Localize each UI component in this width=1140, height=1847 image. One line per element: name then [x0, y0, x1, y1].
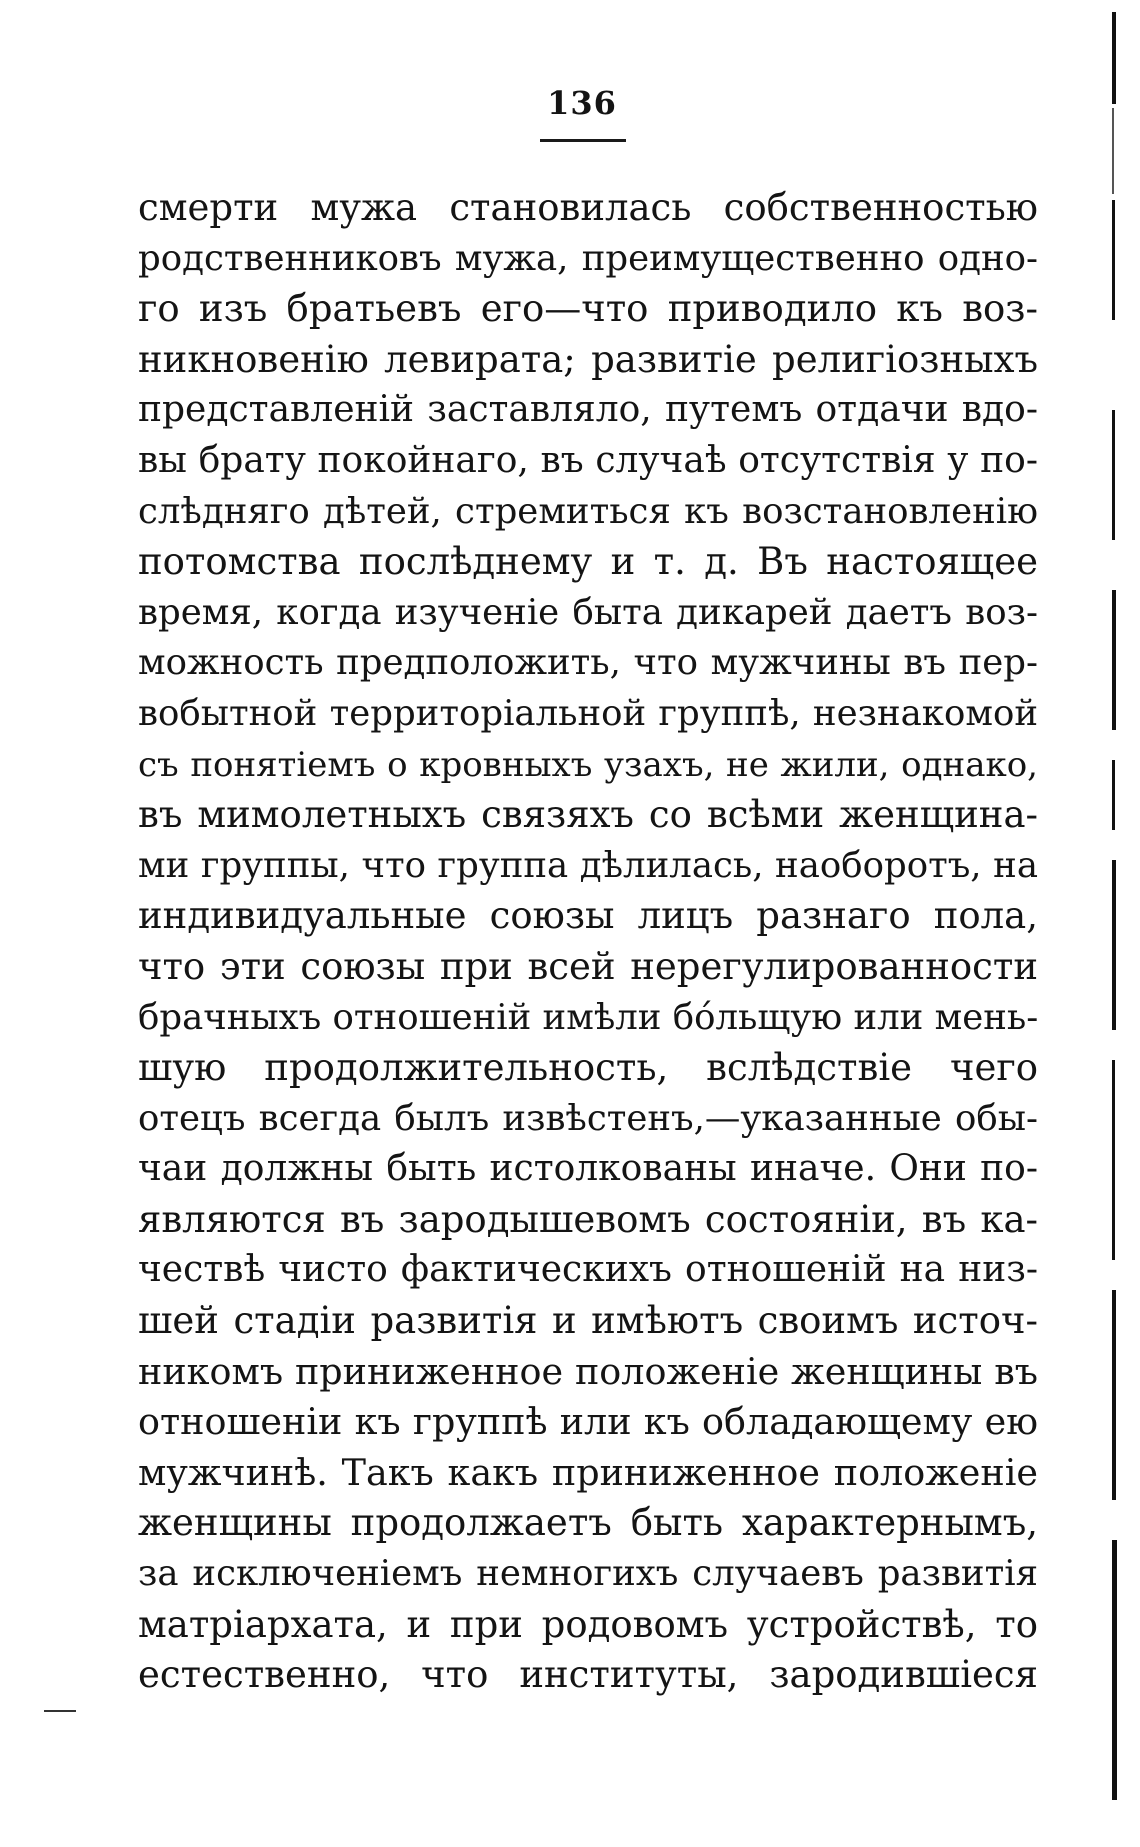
page-number-rule [540, 139, 626, 142]
text-line: брачныхъ отношеній имѣли бóльщую или мень- [138, 996, 1038, 1038]
text-line: время, когда изученіе быта дикарей даетъ воз- [138, 591, 1038, 633]
text-line: матріархата, и при родовомъ устройствѣ, то [138, 1602, 1038, 1646]
text-line: чествѣ чисто фактическихъ отношеній на низ- [138, 1249, 1038, 1291]
text-line: вобытной территоріальной группѣ, незнакомой [138, 692, 1038, 734]
text-line: шей стадіи развитія и имѣютъ своимъ источ- [138, 1299, 1038, 1343]
text-line: слѣдняго дѣтей, стремиться къ возстановленію [138, 490, 1038, 532]
scan-edge-bar [1112, 860, 1116, 1030]
margin-mark [44, 1710, 76, 1712]
text-line: въ мимолетныхъ связяхъ со всѣми женщина- [138, 793, 1038, 837]
text-line: никновенію левирата; развитіе религіозныхъ [138, 337, 1038, 381]
scan-edge-bar [1112, 12, 1116, 104]
text-line: отношеніи къ группѣ или къ обладающему ею [138, 1400, 1038, 1444]
text-line: го изъ братьевъ его—что приводило къ воз- [138, 287, 1038, 331]
text-line: вы брату покойнаго, въ случаѣ отсутствія у по- [138, 439, 1038, 481]
text-line: мужчинѣ. Такъ какъ приниженное положеніе [138, 1450, 1038, 1494]
text-line: никомъ приниженное положеніе женщины въ [138, 1349, 1038, 1393]
text-line: являются въ зародышевомъ состояніи, въ ка- [138, 1197, 1038, 1241]
scan-edge-bar [1112, 760, 1115, 830]
scan-edge-bar [1112, 200, 1115, 320]
scan-edge-bar [1112, 108, 1114, 194]
text-line: чаи должны быть истолкованы иначе. Они по- [138, 1148, 1038, 1190]
text-line: съ понятіемъ о кровныхъ узахъ, не жили, однако, [138, 744, 1038, 785]
page-number: 136 [547, 84, 617, 122]
text-line: родственниковъ мужа, преимущественно одно- [138, 237, 1038, 279]
text-line: смерти мужа становилась собственностью [138, 186, 1038, 229]
text-line: за исключеніемъ немногихъ случаевъ развитія [138, 1553, 1038, 1595]
scan-edge-bar [1112, 1060, 1115, 1260]
text-line: можность предположить, что мужчины въ пер- [138, 642, 1038, 684]
text-line: отецъ всегда былъ извѣстенъ,—указанные обы- [138, 1097, 1038, 1139]
text-line: что эти союзы при всей нерегулированности [138, 944, 1038, 988]
scan-edge-bar [1112, 1290, 1116, 1500]
scan-edge-bar [1112, 410, 1115, 540]
text-line: ми группы, что группа дѣлилась, наоборотъ, на [138, 844, 1038, 886]
body-text [138, 183, 1038, 1701]
text-line: потомства послѣднему и т. д. Въ настоящее [138, 540, 1038, 584]
text-line: естественно, что институты, зародившіеся [138, 1653, 1038, 1697]
text-line: шую продолжительность, вслѣдствіе чего [138, 1046, 1038, 1090]
text-line: женщины продолжаетъ быть характернымъ, [138, 1501, 1038, 1545]
scan-edge-bar [1112, 590, 1116, 730]
text-line: представленій заставляло, путемъ отдачи вдо- [138, 389, 1038, 431]
text-line: индивидуальные союзы лицъ разнаго пола, [138, 894, 1038, 938]
scan-edge-bar [1112, 1540, 1117, 1800]
